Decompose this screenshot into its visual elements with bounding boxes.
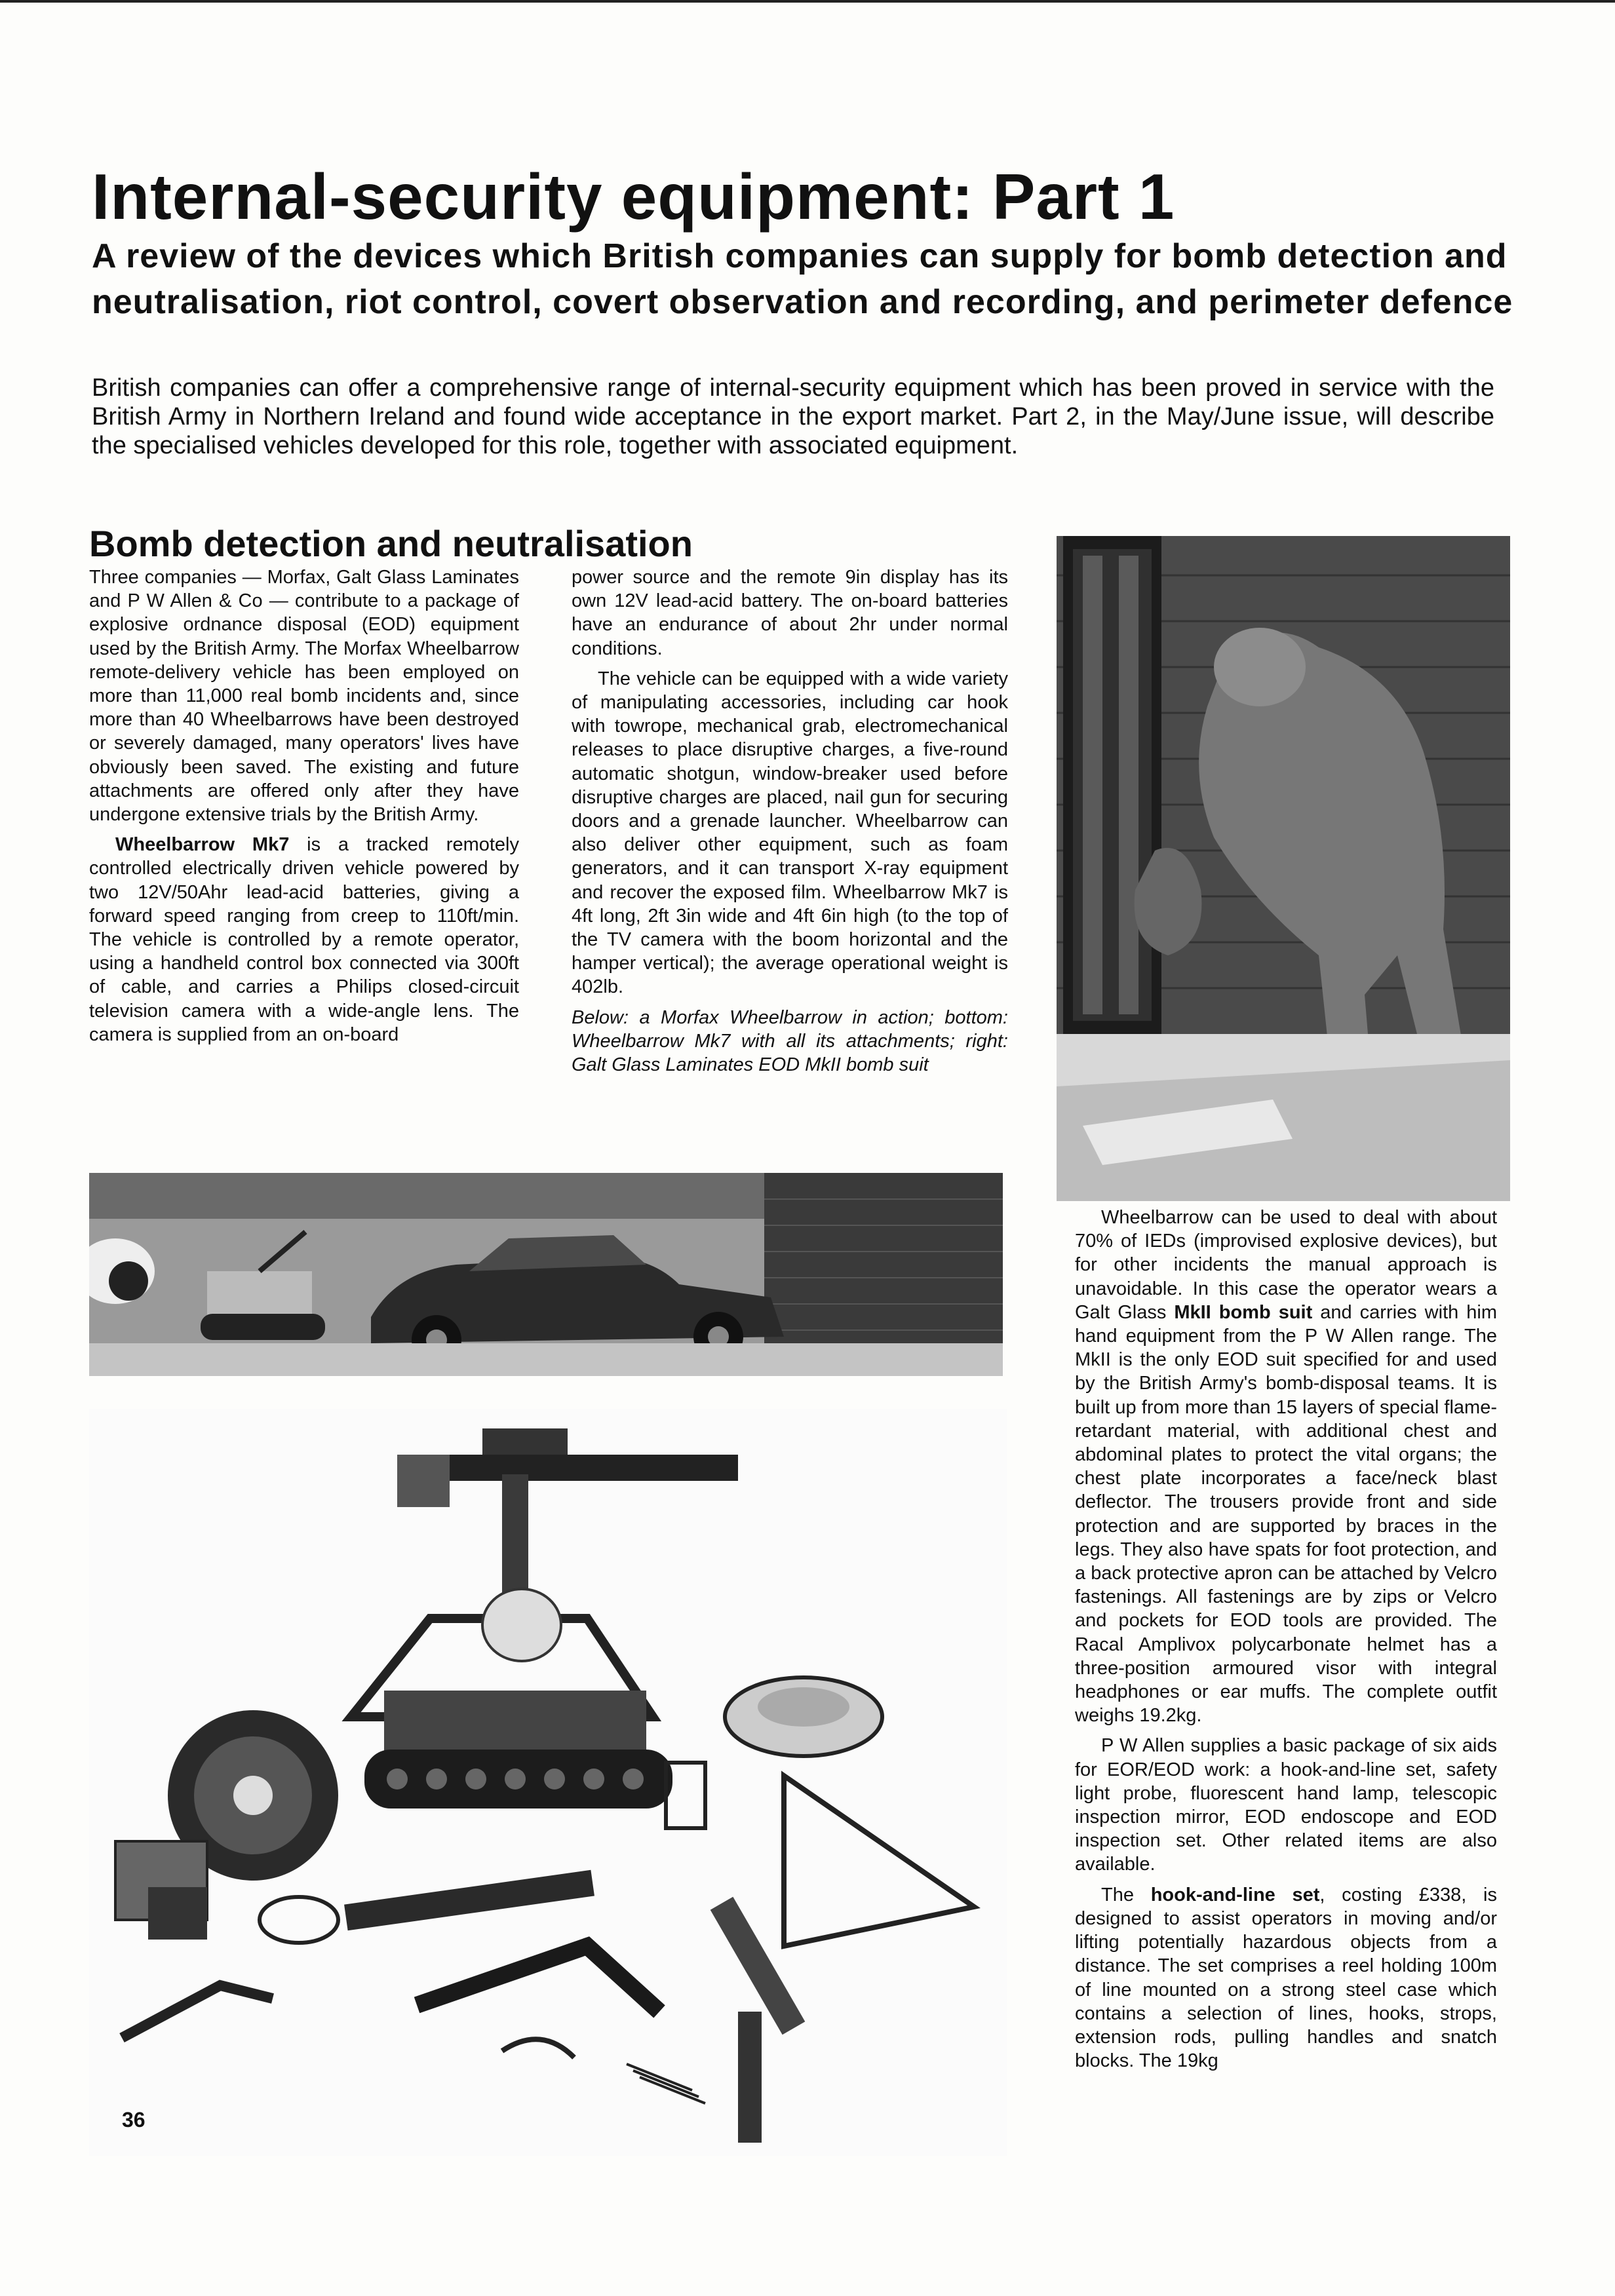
- paragraph: The vehicle can be equipped with a wide variety of manipulating accessories, including car hook with towrope, mechanical grab, electromechanical releases to place disruptive charges, a five-round automatic shotgun, window-breaker used before disruptive charges are placed, nail gun for securing doors and a grenade launcher. Wheelbarrow can also deliver other equipment, such as foam generators, and it can transport X-ray equipment and recover the exposed film. Wheelbarrow Mk7 is 4ft long, 2ft 3in wide and 4ft 6in high (to the top of the TV camera with the boom horizontal and the hamper vertical); the average operational weight is 402lb.: [572, 668, 1008, 998]
- text-run: The: [1101, 1884, 1151, 1905]
- text-column-1: [89, 565, 519, 1053]
- bold-run: MkII bomb suit: [1174, 1301, 1313, 1323]
- section-heading: Bomb detection and neutralisation: [89, 523, 693, 564]
- bold-run: hook-and-line set: [1150, 1884, 1320, 1905]
- paragraph: Three companies — Morfax, Galt Glass Laminates and P W Allen & Co — contribute to a package of explosive ordnance disposal (EOD) equipment used by the British Army. The Morfax Wheelbarrow remote-delivery vehicle has been employed on more than 11,000 real bomb incidents and, since more than 40 Wheelbarrows have been destroyed or severely damaged, many operators' lives have obviously been saved. The existing and future attachments are offered only after they have undergone extensive trials by the British Army.: [89, 567, 519, 826]
- text-run: Wheelbarrow can be used to deal with about 70% of IEDs (improvised explosive devices), but for other incidents the manual approach is unavoidable. In this case the operator wears a Galt Glass: [1075, 1207, 1497, 1323]
- wheelbarrow-action-photo: [89, 1173, 1003, 1376]
- paragraph: [1075, 1206, 1497, 1727]
- wheelbarrow-attachments-photo: [89, 1409, 1007, 2156]
- paragraph: power source and the remote 9in display has its own 12V lead-acid battery. The on-board batteries have an endurance of about 2hr under normal conditions.: [572, 567, 1008, 659]
- page-top-rule: [0, 0, 1615, 3]
- text-column-3: [1075, 1206, 1497, 2079]
- bomb-suit-photo: [1057, 536, 1510, 1201]
- text-run: and carries with him hand equipment from the P W Allen range. The MkII is the only EOD suit specified for and used by the British Army's bomb-disposal teams. It is built up from more than 15 layers of special flame-retardant material, with additional chest and abdominal plates to protect the vital organs; the chest plate incorporates a face/neck blast deflector. The trousers provide front and side protection and are supported by braces in the legs. They also have spats for foot protection, and a back protective apron can be attached by Velcro fastenings. All fastenings are by zips or Velcro and pockets for EOD tools are provided. The Racal Amplivox polycarbonate helmet has a three-position armoured visor with integral headphones or ear muffs. The complete outfit weighs 19.2kg.: [1075, 1301, 1497, 1727]
- paragraph: [1075, 1883, 1497, 2073]
- bold-run: Wheelbarrow Mk7: [115, 834, 290, 856]
- text-run: is a tracked remotely controlled electrically driven vehicle powered by two 12V/50Ahr lead-acid batteries, giving a forward speed ranging from creep to 110ft/min. The vehicle is controlled by a remote operator, using a handheld control box connected via 300ft of cable, and carries a Philips closed-circuit television camera with a wide-angle lens. The camera is supplied from an on-board: [89, 834, 519, 1045]
- page-number: 36: [122, 2108, 146, 2132]
- paragraph: P W Allen supplies a basic package of six aids for EOR/EOD work: a hook-and-line set, safety light probe, fluorescent hand lamp, telescopic inspection mirror, EOD endoscope and EOD inspection set. Other related items are also available.: [1075, 1735, 1497, 1875]
- text-column-2: [572, 565, 1008, 1083]
- text-run: , costing £338, is designed to assist operators in moving and/or lifting potentially hazardous objects from a distance. The set comprises a reel holding 100m of line mounted on a strong steel case which contains a selection of lines, hooks, strops, extension rods, pulling handles and snatch blocks. The 19kg: [1075, 1884, 1497, 2072]
- article-title: Internal-security equipment: Part 1: [92, 161, 1175, 233]
- photo-caption: Below: a Morfax Wheelbarrow in action; bottom: Wheelbarrow Mk7 with all its attachments; right: Galt Glass Laminates EOD MkII bomb suit: [572, 1006, 1008, 1076]
- article-intro: British companies can offer a comprehensive range of internal-security equipment which has been proved in service with the British Army in Northern Ireland and found wide acceptance in the export market. Part 2, in the May/June issue, will describe the specialised vehicles developed for this role, together with associated equipment.: [92, 374, 1494, 459]
- article-subtitle: A review of the devices which British companies can supply for bomb detection and neutralisation, riot control, covert observation and recording, and perimeter defence: [92, 237, 1513, 321]
- paragraph: [89, 833, 519, 1046]
